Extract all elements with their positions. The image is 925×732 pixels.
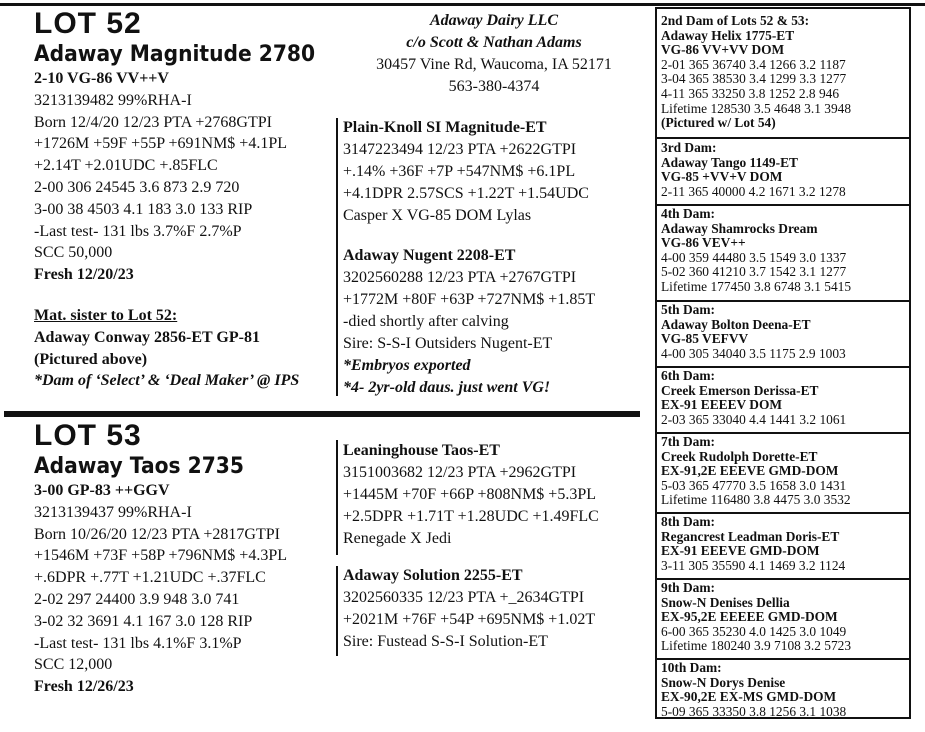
pedigree-dam-name: Snow-N Dorys Denise	[661, 674, 786, 690]
dam52-line: 3202560288 12/23 PTA +2767GTPI	[343, 269, 577, 286]
pedigree-record: 3-11 305 35590 4.1 1469 3.2 1124	[661, 557, 846, 573]
consignor-care-of: c/o Scott & Nathan Adams	[406, 34, 582, 51]
pedigree-4th-dam	[661, 207, 907, 295]
mat-sister-name: Adaway Conway 2856-ET GP-81	[34, 328, 260, 346]
pedigree-6th-dam	[661, 369, 907, 427]
pedigree-box	[655, 7, 911, 719]
sire52-block	[343, 117, 589, 227]
pedigree-dam-name: Adaway Shamrocks Dream	[661, 220, 818, 236]
pedigree-7th-dam	[661, 435, 907, 508]
pedigree-dam-name: Snow-N Denises Dellia	[661, 594, 790, 610]
sire52-line: Casper X VG-85 DOM Lylas	[343, 207, 532, 224]
lot53-record: 3-02 32 3691 4.1 167 3.0 128 RIP	[34, 612, 253, 630]
lot53-fresh-date: Fresh 12/26/23	[34, 678, 134, 696]
dam52-line: +1772M +80F +63P +727NM$ +1.85T	[343, 291, 596, 308]
lot52-record: 2-00 306 24545 3.6 873 2.9 720	[34, 178, 240, 196]
lot52-born-pta: Born 12/4/20 12/23 PTA +2768GTPI	[34, 113, 272, 131]
pedigree-8th-dam	[661, 515, 907, 573]
pedigree-dam-name: Adaway Tango 1149-ET	[661, 154, 798, 170]
pedigree-record: 5-09 365 33350 3.8 1256 3.1 1038	[661, 703, 847, 719]
dam52-line: Sire: S-S-I Outsiders Nugent-ET	[343, 335, 553, 352]
pedigree-record: 2-01 365 36740 3.4 1266 3.2 1187	[661, 56, 846, 72]
pedigree-heading: 5th Dam:	[661, 302, 715, 317]
lot53-record: 2-02 297 24400 3.9 948 3.0 741	[34, 590, 240, 608]
lot52-scc: SCC 50,000	[34, 244, 113, 262]
pedigree-heading: 9th Dam:	[661, 580, 715, 595]
lot53-title: LOT 53	[34, 419, 142, 452]
lot53-classification: 3-00 GP-83 ++GGV	[34, 482, 170, 499]
lot53-scc: SCC 12,000	[34, 656, 113, 674]
lot53-pta-line: +1546M +73F +58P +796NM$ +4.3PL	[34, 547, 287, 565]
sire52-vertical-rule	[336, 118, 338, 263]
pedigree-classification: EX-95,2E EEEEE GMD-DOM	[661, 609, 838, 625]
pedigree-9th-dam	[661, 581, 907, 654]
mat-sister-note2: *Dam of ‘Select’ & ‘Deal Maker’ @ IPS	[34, 372, 300, 390]
pedigree-heading: 2nd Dam of Lots 52 & 53:	[661, 13, 810, 28]
consignor-block	[354, 10, 634, 98]
pedigree-dam-name: Creek Emerson Derissa-ET	[661, 382, 819, 398]
pedigree-record: 3-04 365 38530 3.4 1299 3.3 1277	[661, 71, 847, 87]
pedigree-record: 2-03 365 33040 4.4 1441 3.2 1061	[661, 411, 847, 427]
pedigree-record: 6-00 365 35230 4.0 1425 3.0 1049	[661, 623, 847, 639]
lot53-registration: 3213139437 99%RHA-I	[34, 503, 192, 521]
pedigree-dam-name: Adaway Helix 1775-ET	[661, 27, 795, 43]
pedigree-classification: EX-90,2E EX-MS GMD-DOM	[661, 689, 837, 705]
consignor-address: 30457 Vine Rd, Waucoma, IA 52171	[376, 56, 612, 73]
dam53-line: 3202560335 12/23 PTA +_2634GTPI	[343, 589, 585, 606]
pedigree-note: (Pictured w/ Lot 54)	[661, 115, 776, 131]
dam52-note2: *4- 2yr-old daus. just went VG!	[343, 379, 551, 396]
sire52-line: +4.1DPR 2.57SCS +1.22T +1.54UDC	[343, 185, 589, 202]
pedigree-classification: VG-85 VEFVV	[661, 331, 749, 347]
pedigree-3rd-dam	[661, 141, 907, 199]
consignor-name: Adaway Dairy LLC	[430, 12, 558, 29]
sire53-name: Leaninghouse Taos-ET	[343, 442, 500, 459]
pedigree-dam-name: Creek Rudolph Dorette-ET	[661, 448, 818, 464]
pedigree-separator	[657, 137, 909, 139]
consignor-phone: 563-380-4374	[448, 78, 540, 95]
pedigree-heading: 7th Dam:	[661, 434, 715, 449]
dam53-block	[343, 565, 595, 653]
lot-divider-rule	[4, 411, 640, 417]
lot52-pta-line: +2.14T +2.01UDC +.85FLC	[34, 157, 218, 175]
pedigree-heading: 4th Dam:	[661, 206, 715, 221]
pedigree-record: 2-11 365 40000 4.2 1671 3.2 1278	[661, 183, 846, 199]
pedigree-heading: 3rd Dam:	[661, 140, 717, 155]
mat-sister-note: (Pictured above)	[34, 350, 148, 368]
dam53-line: Sire: Fustead S-S-I Solution-ET	[343, 633, 548, 650]
pedigree-record: 4-11 365 33250 3.8 1252 2.8 946	[661, 85, 840, 101]
lot52-record: 3-00 38 4503 4.1 183 3.0 133 RIP	[34, 200, 253, 218]
lot52-animal-name: Adaway Magnitude 2780	[34, 42, 316, 67]
lot52-mat-sister	[34, 305, 299, 392]
pedigree-record: 4-00 305 34040 3.5 1175 2.9 1003	[661, 345, 846, 361]
pedigree-heading: 6th Dam:	[661, 368, 715, 383]
lot53-last-test: -Last test- 131 lbs 4.1%F 3.1%P	[34, 634, 242, 652]
pedigree-classification: EX-91 EEEVE GMD-DOM	[661, 543, 820, 559]
mat-sister-heading: Mat. sister to Lot 52:	[34, 307, 178, 324]
dam52-vertical-rule	[336, 246, 338, 396]
lot52-title: LOT 52	[34, 7, 142, 40]
pedigree-dam-name: Adaway Bolton Deena-ET	[661, 316, 811, 332]
lot53-born-pta: Born 10/26/20 12/23 PTA +2817GTPI	[34, 525, 280, 543]
pedigree-classification: VG-86 VEV++	[661, 235, 746, 251]
sire52-line: 3147223494 12/23 PTA +2622GTPI	[343, 141, 577, 158]
pedigree-record: 5-03 365 47770 3.5 1658 3.0 1431	[661, 477, 847, 493]
pedigree-10th-dam	[661, 661, 907, 719]
lot52-details	[34, 68, 287, 286]
pedigree-dam-name: Regancrest Leadman Doris-ET	[661, 528, 840, 544]
pedigree-2nd-dam	[661, 14, 907, 131]
sire53-line: 3151003682 12/23 PTA +2962GTPI	[343, 464, 577, 481]
lot52-last-test: -Last test- 131 lbs 3.7%F 2.7%P	[34, 222, 242, 240]
pedigree-heading: 10th Dam:	[661, 660, 722, 675]
sire53-vertical-rule	[336, 440, 338, 555]
pedigree-record: Lifetime 177450 3.8 6748 3.1 5415	[661, 278, 852, 294]
pedigree-record: Lifetime 180240 3.9 7108 3.2 5723	[661, 638, 852, 654]
sire53-line: +1445M +70F +66P +808NM$ +5.3PL	[343, 486, 596, 503]
lot53-details	[34, 480, 287, 698]
lot53-pta-line: +.6DPR +.77T +1.21UDC +.37FLC	[34, 569, 266, 587]
pedigree-classification: VG-85 +VV+V DOM	[661, 169, 783, 185]
pedigree-heading: 8th Dam:	[661, 514, 715, 529]
dam52-name: Adaway Nugent 2208-ET	[343, 247, 516, 264]
pedigree-record: Lifetime 128530 3.5 4648 3.1 3948	[661, 100, 852, 116]
sire52-name: Plain-Knoll SI Magnitude-ET	[343, 119, 547, 136]
dam52-note1: *Embryos exported	[343, 357, 471, 374]
lot53-animal-name: Adaway Taos 2735	[34, 454, 244, 479]
dam53-vertical-rule	[336, 566, 338, 656]
dam52-block	[343, 245, 595, 399]
dam53-name: Adaway Solution 2255-ET	[343, 567, 523, 584]
pedigree-classification: EX-91 EEEEV DOM	[661, 397, 783, 413]
sire53-line: Renegade X Jedi	[343, 530, 452, 547]
sire53-block	[343, 440, 599, 550]
pedigree-classification: VG-86 VV+VV DOM	[661, 42, 785, 58]
pedigree-record: 4-00 359 44480 3.5 1549 3.0 1337	[661, 249, 847, 265]
top-rule	[0, 3, 925, 6]
dam53-line: +2021M +76F +54P +695NM$ +1.02T	[343, 611, 596, 628]
dam52-line: -died shortly after calving	[343, 313, 509, 330]
pedigree-record: Lifetime 116480 3.8 4475 3.0 3532	[661, 492, 851, 508]
lot52-classification: 2-10 VG-86 VV++V	[34, 70, 169, 87]
pedigree-classification: EX-91,2E EEEVE GMD-DOM	[661, 463, 839, 479]
lot52-fresh-date: Fresh 12/20/23	[34, 266, 134, 284]
pedigree-record: 5-02 360 41210 3.7 1542 3.1 1277	[661, 264, 847, 280]
sire52-line: +.14% +36F +7P +547NM$ +6.1PL	[343, 163, 576, 180]
sire53-line: +2.5DPR +1.71T +1.28UDC +1.49FLC	[343, 508, 599, 525]
pedigree-5th-dam	[661, 303, 907, 361]
lot52-pta-line: +1726M +59F +55P +691NM$ +4.1PL	[34, 135, 287, 153]
lot52-registration: 3213139482 99%RHA-I	[34, 91, 192, 109]
